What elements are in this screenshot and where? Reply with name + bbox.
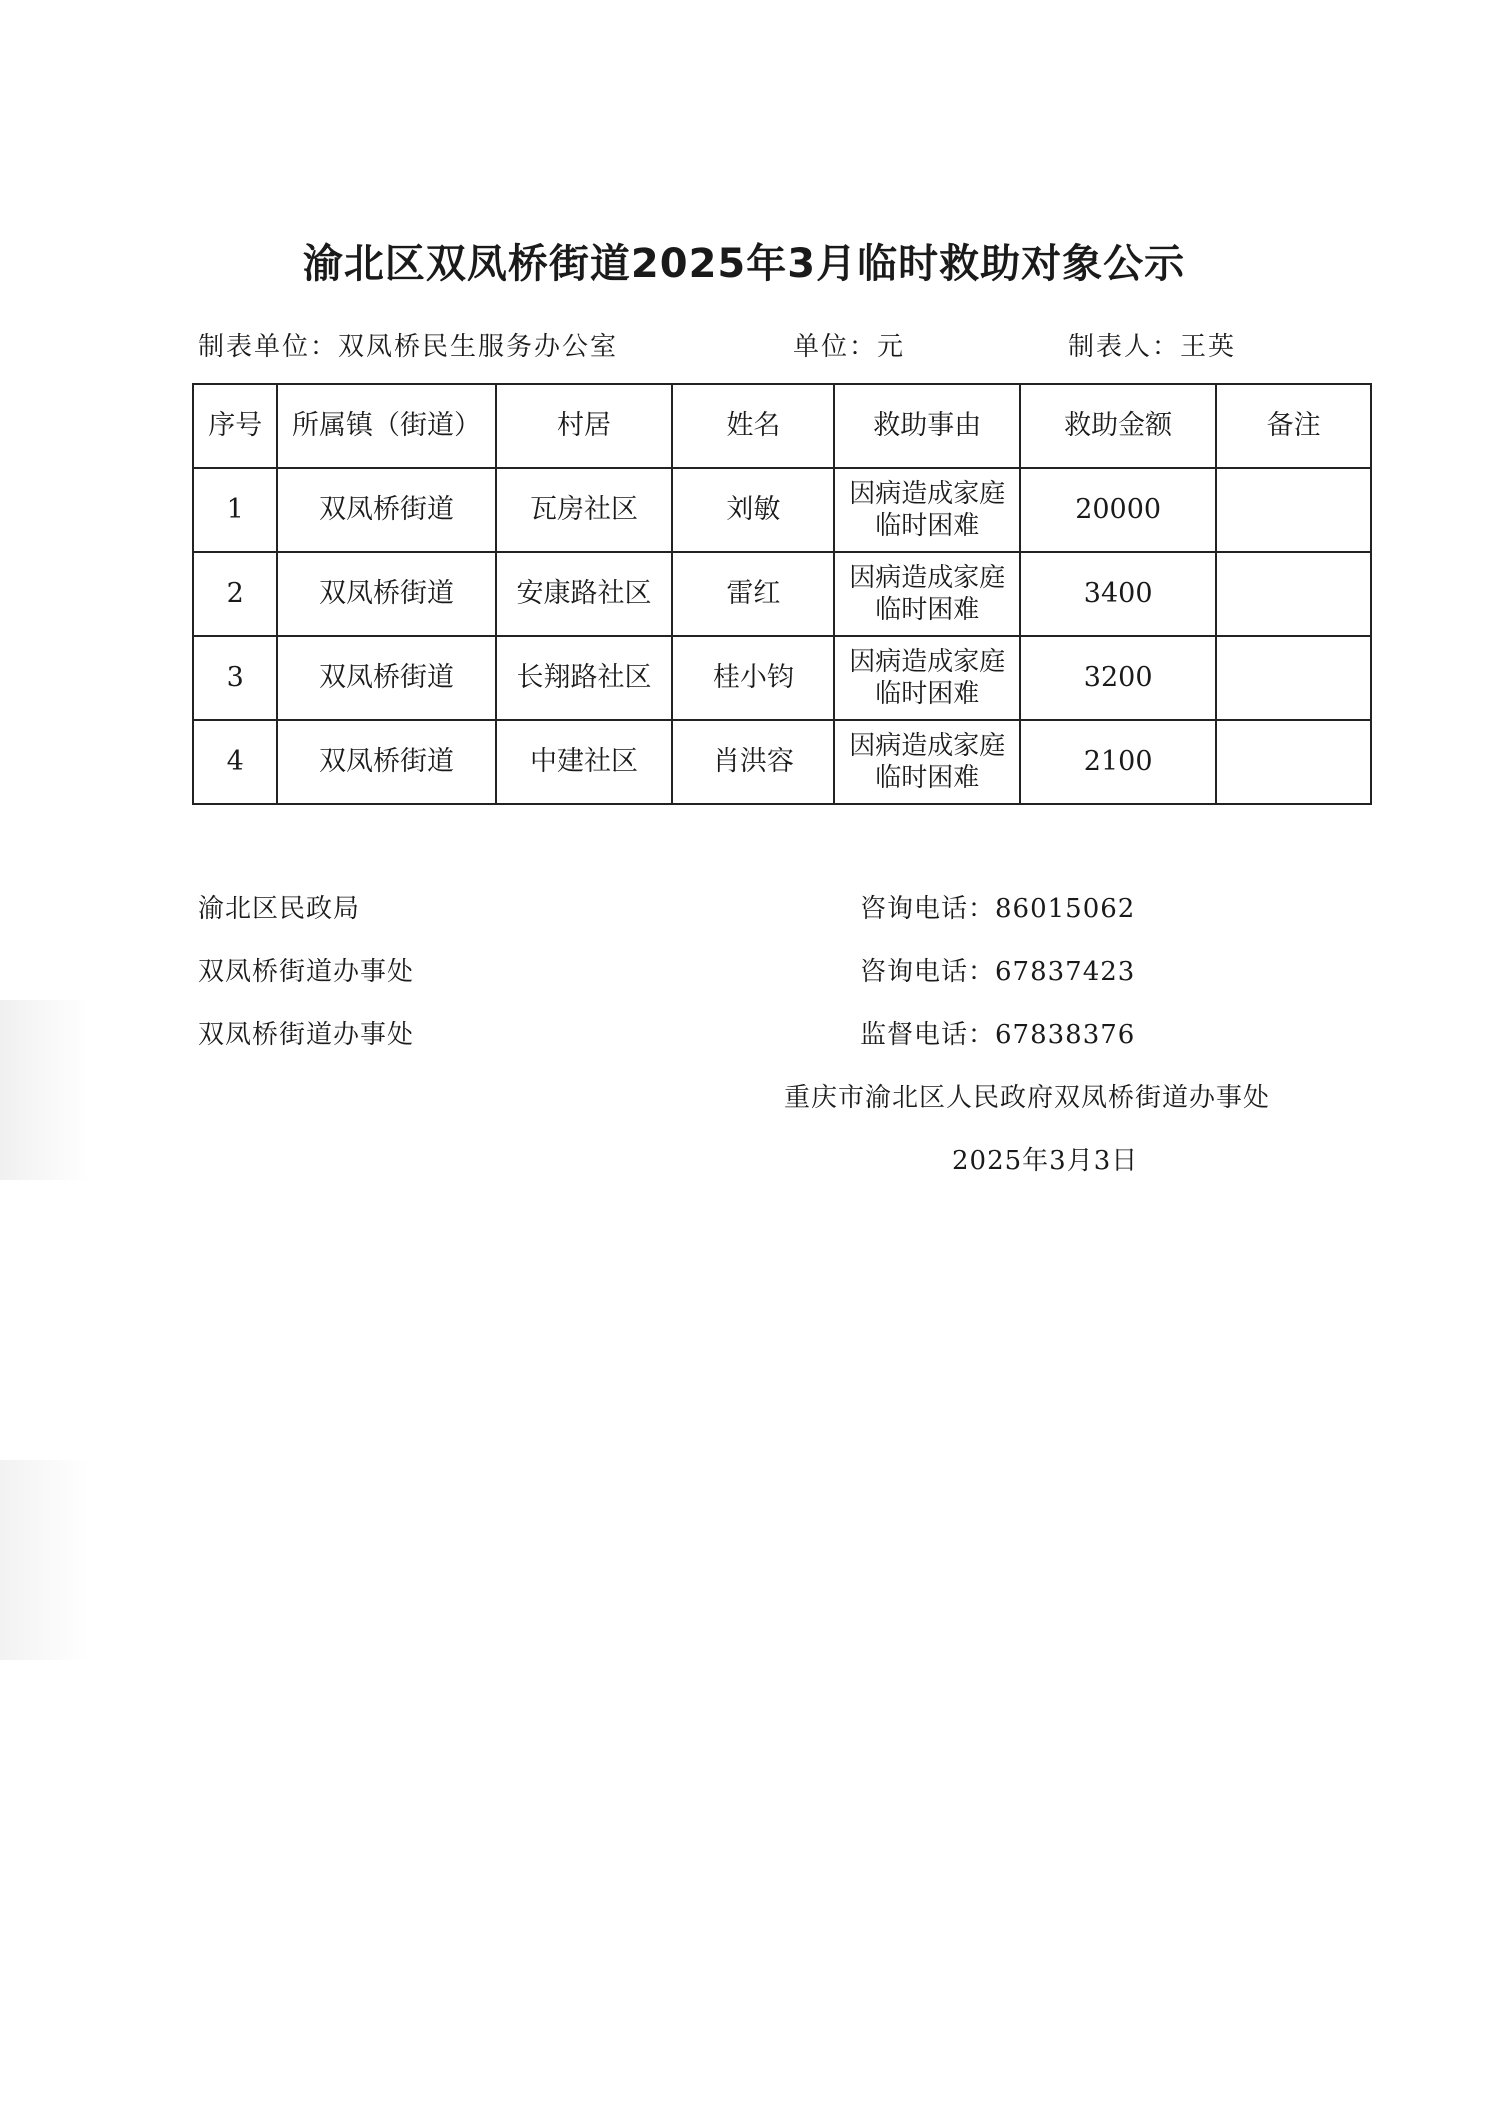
cell-town: 双凤桥街道 — [277, 720, 495, 804]
cell-reason — [834, 720, 1020, 804]
header-cell-community: 村居 — [496, 384, 673, 468]
table-row — [193, 552, 1371, 636]
header-cell-amount: 救助金额 — [1020, 384, 1216, 468]
cell-community: 瓦房社区 — [496, 468, 673, 552]
contact-phone: 咨询电话：86015062 — [860, 894, 1136, 924]
cell-amount: 20000 — [1020, 468, 1216, 552]
header-cell-note: 备注 — [1216, 384, 1371, 468]
contact-org: 双凤桥街道办事处 — [198, 957, 415, 987]
cell-town: 双凤桥街道 — [277, 468, 495, 552]
cell-town: 双凤桥街道 — [277, 636, 495, 720]
currency-unit: 单位：元 — [793, 332, 906, 362]
cell-note — [1216, 468, 1371, 552]
cell-name: 雷红 — [672, 552, 834, 636]
cell-amount: 3400 — [1020, 552, 1216, 636]
cell-note — [1216, 552, 1371, 636]
contact-phone: 咨询电话：67837423 — [860, 957, 1136, 987]
reason-line: 因病造成家庭 — [849, 562, 1006, 593]
contact-org: 双凤桥街道办事处 — [198, 1020, 415, 1050]
prepared-by-unit: 制表单位：双凤桥民生服务办公室 — [198, 332, 619, 362]
header-cell-reason: 救助事由 — [834, 384, 1020, 468]
cell-town: 双凤桥街道 — [277, 552, 495, 636]
cell-note — [1216, 636, 1371, 720]
cell-reason — [834, 636, 1020, 720]
reason-line: 临时困难 — [875, 511, 980, 541]
reason-line: 因病造成家庭 — [849, 646, 1006, 677]
cell-amount: 3200 — [1020, 636, 1216, 720]
document-title: 渝北区双凤桥街道2025年3月临时救助对象公示 — [302, 241, 1186, 287]
reason-line: 因病造成家庭 — [849, 730, 1006, 761]
issue-date: 2025年3月3日 — [952, 1146, 1139, 1176]
relief-recipients-table — [192, 383, 1372, 805]
cell-note — [1216, 720, 1371, 804]
reason-line: 因病造成家庭 — [849, 478, 1006, 509]
issuing-authority: 重庆市渝北区人民政府双凤桥街道办事处 — [784, 1083, 1271, 1113]
cell-no: 4 — [193, 720, 277, 804]
cell-reason — [834, 468, 1020, 552]
header-cell-town: 所属镇（街道） — [277, 384, 495, 468]
cell-amount: 2100 — [1020, 720, 1216, 804]
scan-shadow — [0, 1000, 90, 1180]
cell-community: 中建社区 — [496, 720, 673, 804]
header-cell-no: 序号 — [193, 384, 277, 468]
table-row — [193, 636, 1371, 720]
supervision-phone: 监督电话：67838376 — [860, 1020, 1136, 1050]
cell-community: 安康路社区 — [496, 552, 673, 636]
reason-line: 临时困难 — [875, 679, 980, 709]
cell-no: 2 — [193, 552, 277, 636]
table-row — [193, 720, 1371, 804]
scan-shadow — [0, 1460, 90, 1660]
cell-reason — [834, 552, 1020, 636]
header-cell-name: 姓名 — [672, 384, 834, 468]
reason-line: 临时困难 — [875, 595, 980, 625]
cell-name: 肖洪容 — [672, 720, 834, 804]
cell-community: 长翔路社区 — [496, 636, 673, 720]
contact-org: 渝北区民政局 — [198, 894, 361, 924]
table-maker: 制表人：王英 — [1068, 332, 1237, 362]
cell-name: 刘敏 — [672, 468, 834, 552]
table-row — [193, 468, 1371, 552]
cell-name: 桂小钧 — [672, 636, 834, 720]
reason-line: 临时困难 — [875, 763, 980, 793]
cell-no: 3 — [193, 636, 277, 720]
table-header-row — [193, 384, 1371, 468]
cell-no: 1 — [193, 468, 277, 552]
